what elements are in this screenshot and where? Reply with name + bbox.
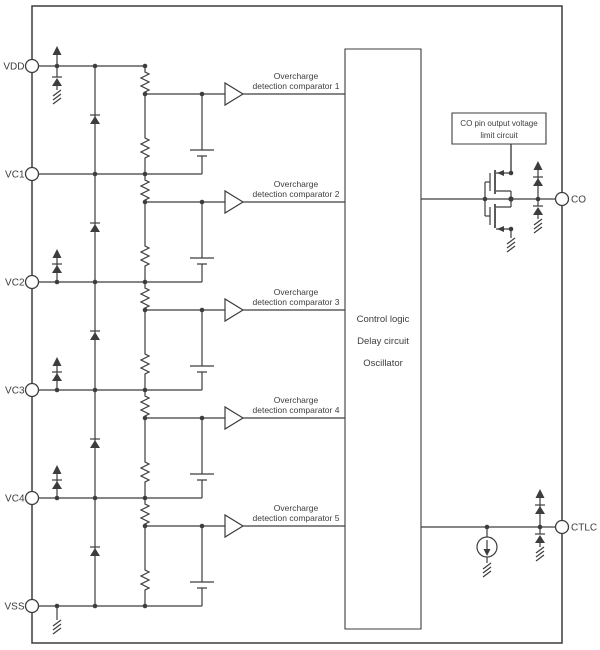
nmos-icon: [485, 199, 515, 252]
comparator-5-label-line2: detection comparator 5: [252, 513, 340, 523]
ctlc-esd: [535, 489, 545, 561]
pin-rails: [32, 66, 202, 606]
vc1-pin-label: VC1: [5, 169, 25, 181]
vc4-esd: [52, 465, 62, 498]
vc3-pin-terminal: [26, 384, 39, 397]
vc2-pin-label: VC2: [5, 277, 25, 289]
rail-junctions: [55, 64, 148, 609]
vc4-pin-label: VC4: [5, 493, 25, 505]
control-block-line1: Control logic: [356, 314, 410, 325]
ctlc-section: [421, 489, 556, 577]
clamp-diode-2: [90, 223, 100, 232]
vss-pin-terminal: [26, 600, 39, 613]
ctlc-pin-terminal: [556, 521, 569, 534]
ic-boundary: [32, 6, 562, 643]
ctlc-pin-label: CTLC: [571, 522, 598, 534]
co-pin-label: CO: [571, 194, 586, 206]
vdd-esd: [52, 46, 62, 104]
comparator-1-label-line1: Overcharge: [273, 71, 319, 81]
vc2-pin-terminal: [26, 276, 39, 289]
comparator-5-label-line1: Overcharge: [273, 503, 319, 513]
clamp-diode-3: [90, 331, 100, 340]
control-block-line2: Delay circuit: [357, 336, 409, 347]
co-pin-terminal: [556, 193, 569, 206]
vc2-esd: [52, 249, 62, 282]
vdd-pin-terminal: [26, 60, 39, 73]
pmos-icon: [485, 144, 513, 199]
vss-ground-tail: [53, 606, 61, 634]
limit-box-label-line1: CO pin output voltage: [460, 119, 538, 128]
comparator-4-label-line2: detection comparator 4: [252, 405, 340, 415]
vdd-pin-label: VDD: [3, 61, 25, 73]
comparator-3-label-line1: Overcharge: [273, 287, 319, 297]
clamp-diode-1: [90, 115, 100, 124]
vc4-pin-terminal: [26, 492, 39, 505]
comparator-2-label-line2: detection comparator 2: [252, 189, 340, 199]
comparator-2-label-line1: Overcharge: [273, 179, 319, 189]
comparator-3-label-line2: detection comparator 3: [252, 297, 340, 307]
vc3-pin-label: VC3: [5, 385, 25, 397]
control-block-line3: Oscillator: [363, 358, 403, 369]
clamp-diode-4: [90, 439, 100, 448]
comparator-1-label-line2: detection comparator 1: [252, 81, 340, 91]
vc3-esd: [52, 357, 62, 390]
co-output-stage: [421, 144, 556, 252]
current-source-icon: [477, 527, 497, 577]
limit-box-label-line2: limit circuit: [480, 131, 518, 140]
vc1-pin-terminal: [26, 168, 39, 181]
comparator-4-label-line1: Overcharge: [273, 395, 319, 405]
clamp-diode-5: [90, 547, 100, 556]
vss-pin-label: VSS: [4, 601, 25, 613]
